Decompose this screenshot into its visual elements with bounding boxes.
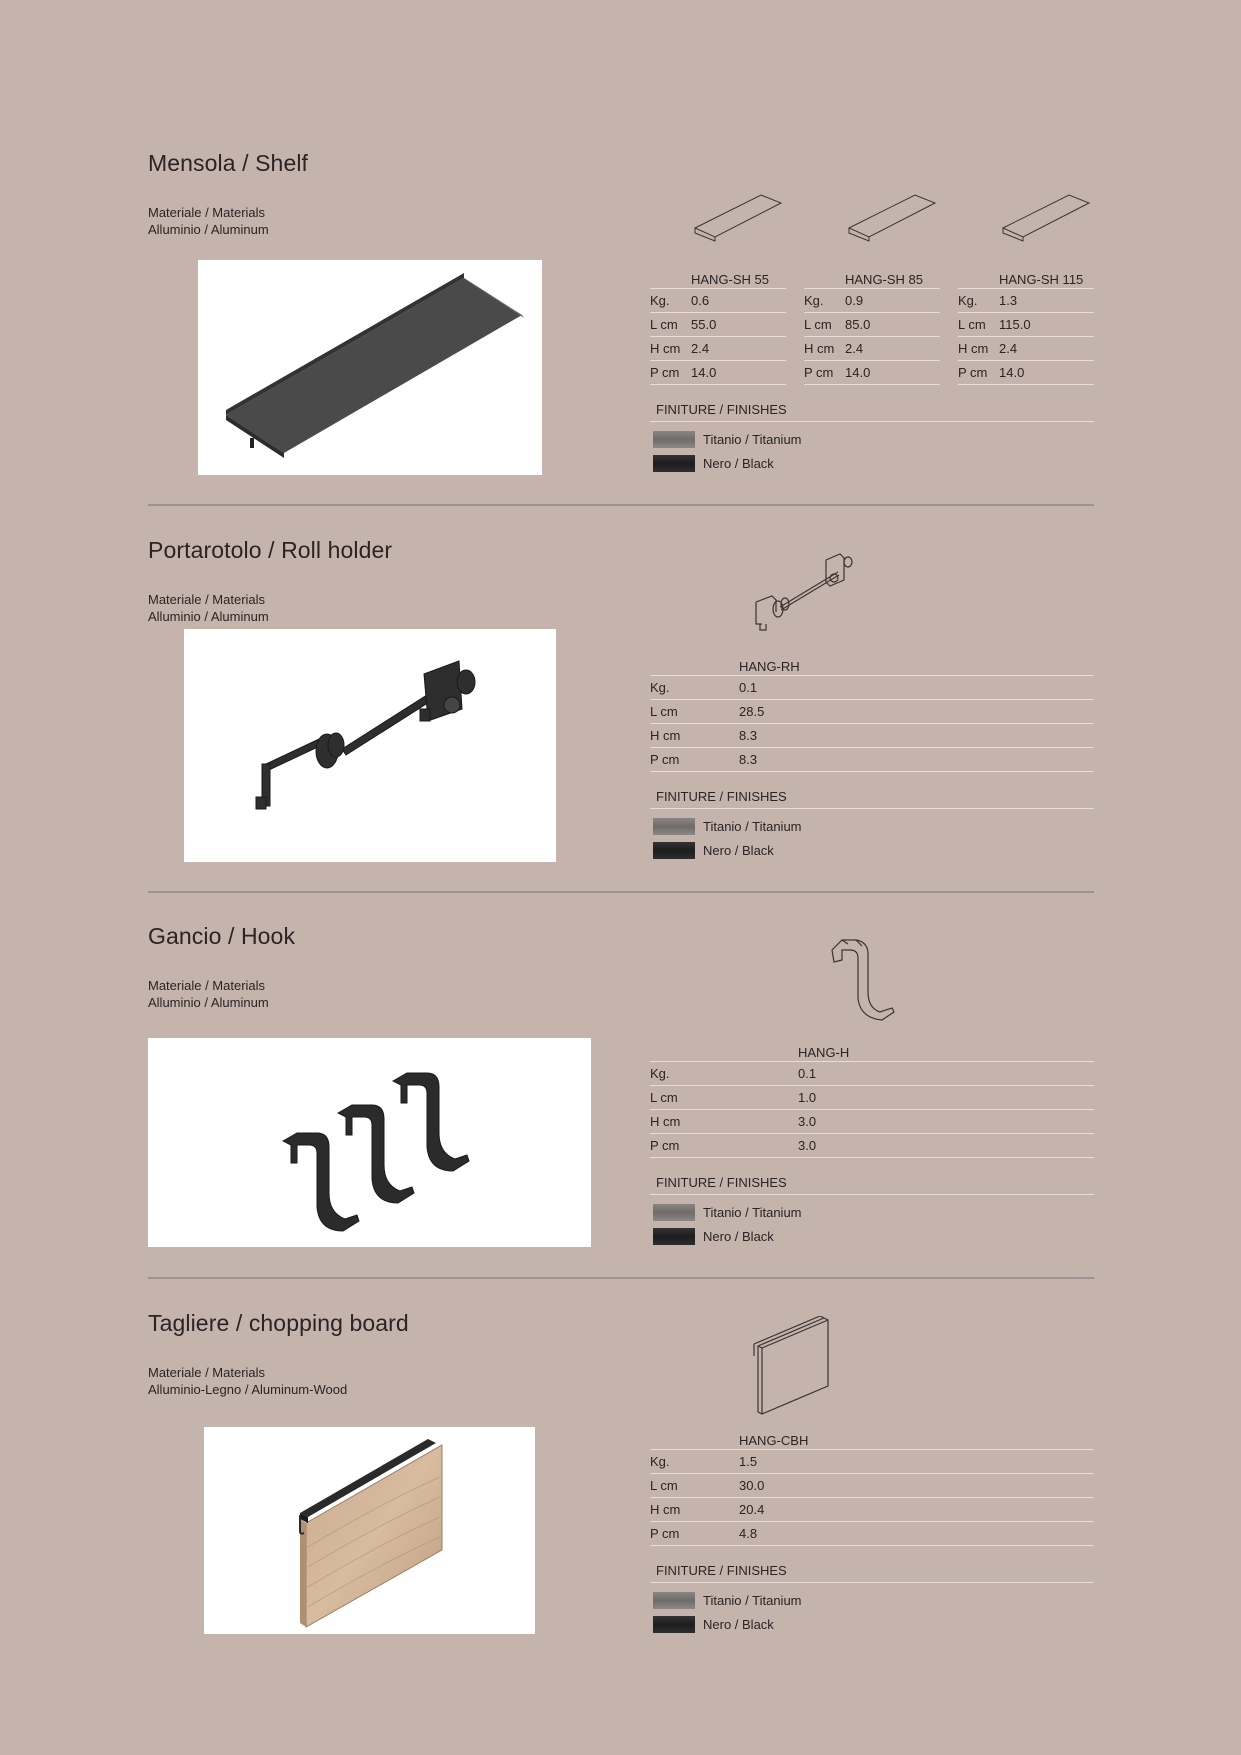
spec-value: 1.3 — [999, 293, 1018, 308]
spec-key: H cm — [958, 341, 989, 356]
spec-key: Kg. — [650, 1454, 670, 1469]
shelf-finishes-label: FINITURE / FINISHES — [650, 398, 1094, 422]
spec-row — [650, 1450, 1094, 1474]
roll-finish-black — [653, 842, 774, 859]
spec-row — [650, 1498, 1094, 1522]
materials-label: Materiale / Materials — [148, 1365, 266, 1380]
hook-material-value: Alluminio / Aluminum — [148, 995, 269, 1010]
shelf-finish-titanium — [653, 431, 802, 448]
spec-row — [804, 313, 940, 337]
spec-key: Kg. — [804, 293, 824, 308]
spec-key: H cm — [804, 341, 835, 356]
spec-key: P cm — [804, 365, 834, 380]
spec-value: 2.4 — [691, 341, 710, 356]
spec-row — [650, 1474, 1094, 1498]
spec-key: P cm — [650, 365, 680, 380]
spec-key: H cm — [650, 1502, 681, 1517]
spec-row — [650, 1062, 1094, 1086]
spec-value: 1.5 — [739, 1454, 758, 1469]
spec-value: 14.0 — [691, 365, 717, 380]
spec-value: 0.1 — [739, 680, 758, 695]
hook-finishes-label: FINITURE / FINISHES — [650, 1171, 1094, 1195]
spec-value: 1.0 — [798, 1090, 817, 1105]
shelf-photo — [198, 260, 542, 475]
shelf-115-sketch-icon — [1001, 193, 1091, 245]
spec-key: L cm — [650, 1090, 678, 1105]
spec-code: HANG-SH 55 — [650, 266, 786, 289]
spec-row — [958, 361, 1094, 385]
spec-value: 0.9 — [845, 293, 864, 308]
spec-value: 3.0 — [798, 1138, 817, 1153]
spec-code: HANG-SH 85 — [804, 266, 940, 289]
hook-finish-titanium — [653, 1204, 802, 1221]
hook-sketch-icon — [828, 936, 898, 1022]
section-divider — [148, 1277, 1094, 1279]
spec-row — [650, 700, 1094, 724]
spec-value: 115.0 — [999, 317, 1031, 332]
black-swatch — [653, 455, 695, 472]
spec-code: HANG-SH 115 — [958, 266, 1094, 289]
roll-spec-table — [650, 653, 1094, 772]
materials-label: Materiale / Materials — [148, 978, 266, 993]
spec-key: P cm — [650, 752, 680, 767]
spec-key: Kg. — [958, 293, 978, 308]
board-title: Tagliere / chopping board — [148, 1310, 409, 1336]
spec-row — [650, 1110, 1094, 1134]
roll-material-value: Alluminio / Aluminum — [148, 609, 269, 624]
spec-key: L cm — [958, 317, 986, 332]
spec-row — [804, 337, 940, 361]
spec-row — [650, 724, 1094, 748]
board-finishes-label: FINITURE / FINISHES — [650, 1559, 1094, 1583]
finish-label: Nero / Black — [703, 1617, 774, 1632]
spec-value: 20.4 — [739, 1502, 765, 1517]
roll-photo — [184, 629, 556, 862]
spec-row — [804, 289, 940, 313]
spec-value: 3.0 — [798, 1114, 817, 1129]
shelf-55-sketch-icon — [693, 193, 783, 245]
shelf-85-sketch-icon — [847, 193, 937, 245]
materials-label: Materiale / Materials — [148, 592, 266, 607]
shelf-materials — [148, 204, 269, 238]
section-divider — [148, 504, 1094, 506]
spec-code: HANG-H — [650, 1039, 1094, 1062]
spec-row — [650, 361, 786, 385]
shelf-finish-black — [653, 455, 774, 472]
hook-title: Gancio / Hook — [148, 923, 296, 949]
spec-value: 85.0 — [845, 317, 871, 332]
hook-finish-black — [653, 1228, 774, 1245]
spec-row — [650, 337, 786, 361]
spec-key: L cm — [650, 317, 678, 332]
shelf-spec-table-55 — [650, 266, 786, 385]
black-swatch — [653, 1616, 695, 1633]
shelf-spec-table-115 — [958, 266, 1094, 385]
spec-key: H cm — [650, 728, 681, 743]
titanium-swatch — [653, 431, 695, 448]
finish-label: Titanio / Titanium — [703, 819, 802, 834]
spec-row — [650, 1134, 1094, 1158]
shelf-title: Mensola / Shelf — [148, 150, 309, 176]
spec-key: H cm — [650, 1114, 681, 1129]
spec-key: P cm — [650, 1138, 680, 1153]
spec-row — [958, 289, 1094, 313]
spec-key: L cm — [650, 1478, 678, 1493]
black-swatch — [653, 842, 695, 859]
spec-key: L cm — [804, 317, 832, 332]
black-swatch — [653, 1228, 695, 1245]
spec-row — [804, 361, 940, 385]
spec-key: L cm — [650, 704, 678, 719]
spec-value: 2.4 — [845, 341, 864, 356]
section-divider — [148, 891, 1094, 893]
spec-row — [958, 313, 1094, 337]
spec-row — [650, 1086, 1094, 1110]
spec-key: Kg. — [650, 293, 670, 308]
spec-value: 30.0 — [739, 1478, 765, 1493]
hook-photo — [148, 1038, 591, 1247]
spec-code: HANG-RH — [650, 653, 1094, 676]
spec-value: 28.5 — [739, 704, 765, 719]
spec-value: 55.0 — [691, 317, 717, 332]
roll-materials — [148, 591, 269, 625]
finish-label: Nero / Black — [703, 456, 774, 471]
board-spec-table — [650, 1427, 1094, 1546]
roll-finish-titanium — [653, 818, 802, 835]
board-photo — [204, 1427, 535, 1634]
shelf-spec-table-85 — [804, 266, 940, 385]
hook-materials — [148, 977, 269, 1011]
titanium-swatch — [653, 1592, 695, 1609]
finish-label: Titanio / Titanium — [703, 1593, 802, 1608]
board-finish-titanium — [653, 1592, 802, 1609]
board-finish-black — [653, 1616, 774, 1633]
finish-label: Nero / Black — [703, 843, 774, 858]
spec-row — [650, 676, 1094, 700]
roll-title: Portarotolo / Roll holder — [148, 537, 393, 563]
finish-label: Titanio / Titanium — [703, 1205, 802, 1220]
roll-holder-sketch-icon — [748, 552, 858, 632]
spec-value: 14.0 — [845, 365, 871, 380]
chopping-board-sketch-icon — [748, 1316, 832, 1418]
spec-value: 2.4 — [999, 341, 1018, 356]
spec-value: 14.0 — [999, 365, 1025, 380]
board-materials — [148, 1364, 347, 1398]
finish-label: Titanio / Titanium — [703, 432, 802, 447]
spec-code: HANG-CBH — [650, 1427, 1094, 1450]
materials-label: Materiale / Materials — [148, 205, 266, 220]
spec-key: P cm — [650, 1526, 680, 1541]
finish-label: Nero / Black — [703, 1229, 774, 1244]
spec-value: 8.3 — [739, 728, 758, 743]
board-material-value: Alluminio-Legno / Aluminum-Wood — [148, 1382, 348, 1397]
spec-value: 0.6 — [691, 293, 710, 308]
spec-value: 8.3 — [739, 752, 758, 767]
spec-row — [958, 337, 1094, 361]
spec-key: P cm — [958, 365, 988, 380]
roll-finishes-label: FINITURE / FINISHES — [650, 785, 1094, 809]
spec-key: Kg. — [650, 680, 670, 695]
spec-row — [650, 313, 786, 337]
spec-row — [650, 748, 1094, 772]
shelf-material-value: Alluminio / Aluminum — [148, 222, 269, 237]
spec-key: H cm — [650, 341, 681, 356]
spec-value: 4.8 — [739, 1526, 758, 1541]
titanium-swatch — [653, 1204, 695, 1221]
titanium-swatch — [653, 818, 695, 835]
spec-row — [650, 1522, 1094, 1546]
spec-row — [650, 289, 786, 313]
hook-spec-table — [650, 1039, 1094, 1158]
spec-value: 0.1 — [798, 1066, 817, 1081]
spec-key: Kg. — [650, 1066, 670, 1081]
